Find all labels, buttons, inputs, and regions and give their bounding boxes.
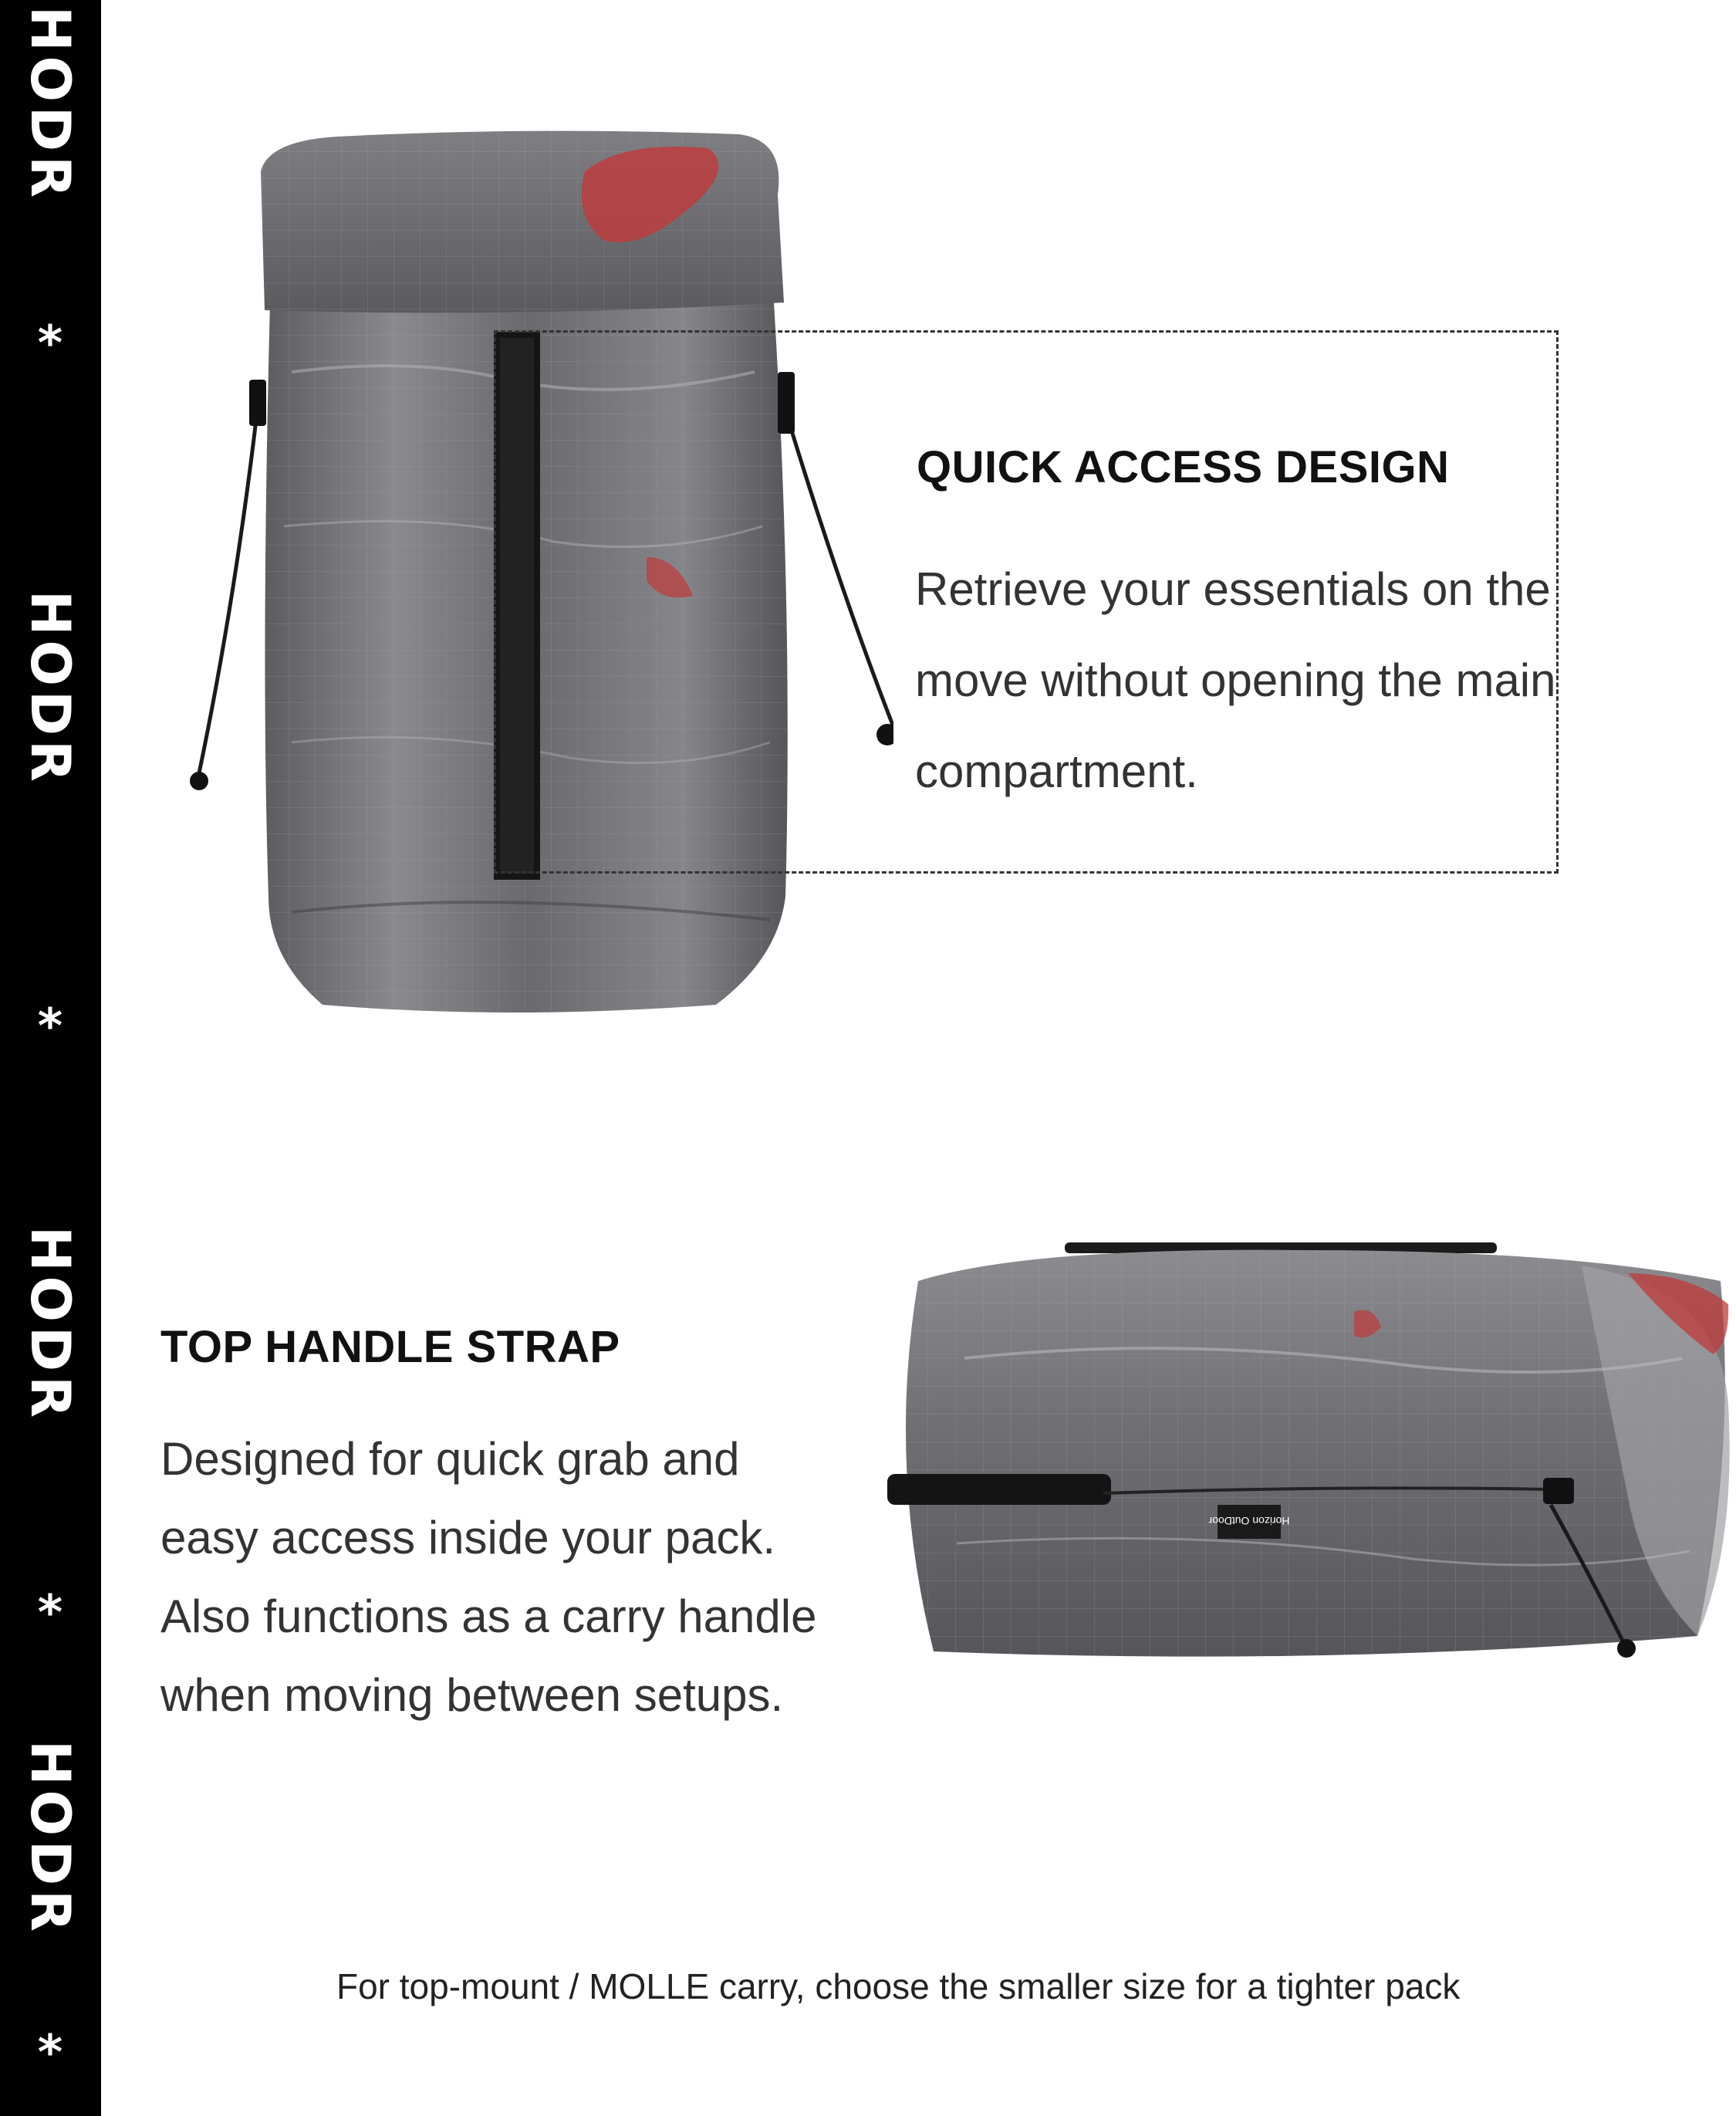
brand-side-strip (0, 0, 101, 2116)
brand-strip-star: * (37, 315, 63, 371)
feature-title-quick-access: QUICK ACCESS DESIGN (917, 442, 1450, 492)
brand-strip-word: HODR (19, 590, 82, 787)
feature-title-top-handle: TOP HANDLE STRAP (160, 1322, 620, 1372)
brand-strip-word: HODR (19, 1225, 82, 1423)
product-brand-label: Horizon OutDoor (1208, 1515, 1290, 1527)
feature-body-top-handle: Designed for quick grab and easy access inside your pack. Also functions as a carry handle when moving between setups. (160, 1433, 817, 1721)
brand-strip-star: * (37, 1584, 63, 1641)
feature-body-quick-access: Retrieve your essentials on the move without opening the main compartment. (915, 563, 1556, 797)
brand-strip-word: HODR (19, 5, 82, 203)
brand-strip-word: HODR (19, 1739, 82, 1937)
brand-strip-star: * (37, 998, 63, 1054)
brand-strip-star: * (37, 2024, 63, 2081)
flat-stuff-sack-image (872, 1219, 1736, 1721)
sizing-footnote: For top-mount / MOLLE carry, choose the smaller size for a tighter pack (336, 1966, 1461, 2006)
